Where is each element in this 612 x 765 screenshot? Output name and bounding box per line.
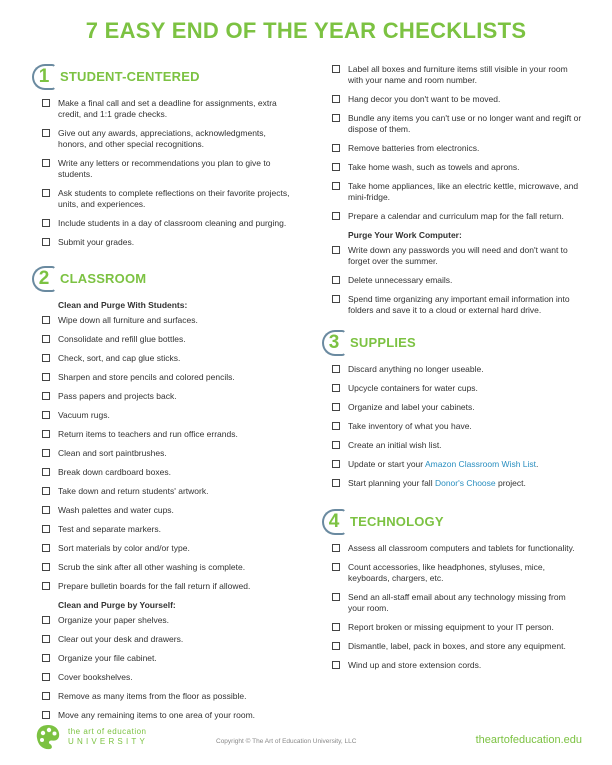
checkbox-icon[interactable] (332, 623, 340, 631)
checkbox-icon[interactable] (332, 365, 340, 373)
checklist-item (32, 410, 294, 421)
checklist-item-text (348, 459, 584, 470)
checklist-classroom-continued (322, 64, 584, 222)
checklist-item (32, 562, 294, 573)
checklist-item (32, 158, 294, 180)
checkbox-icon[interactable] (42, 354, 50, 362)
checklist-item (32, 429, 294, 440)
checklist-item-text: Take home wash, such as towels and aprons. (348, 162, 520, 172)
checkbox-icon[interactable] (42, 449, 50, 457)
checklist-item (32, 543, 294, 554)
checklist-item-text: Include students in a day of classroom cleaning and purging. (58, 218, 287, 228)
checklist-item (322, 592, 584, 614)
checkbox-icon[interactable] (332, 460, 340, 468)
checkbox-icon[interactable] (42, 673, 50, 681)
checklist-item-text: Send an all-staff email about any technology missing from your room. (348, 592, 566, 613)
checklist-item (322, 440, 584, 451)
checklist-item-text: Wind up and store extension cords. (348, 660, 482, 670)
checkbox-icon[interactable] (42, 616, 50, 624)
checklist-item-text: Delete unnecessary emails. (348, 275, 453, 285)
section-title: TECHNOLOGY (350, 514, 444, 529)
copyright-text: Copyright © The Art of Education University, LLC (216, 738, 357, 745)
checkbox-icon[interactable] (42, 582, 50, 590)
checklist-item-text: Hang decor you don't want to be moved. (348, 94, 501, 104)
checklist-item-text: Organize and label your cabinets. (348, 402, 475, 412)
checklist-item (32, 615, 294, 626)
right-column (322, 64, 584, 679)
checkbox-icon[interactable] (332, 182, 340, 190)
checklist-item (32, 505, 294, 516)
checklist-item (32, 691, 294, 702)
section-number: 4 (322, 509, 346, 535)
checklist-item-text: Submit your grades. (58, 237, 135, 247)
checkbox-icon[interactable] (332, 246, 340, 254)
checklist-item-text: Give out any awards, appreciations, acknowledgments, honors, and other special recognitions. (58, 128, 266, 149)
checklist-item-text: Count accessories, like headphones, styluses, mice, keyboards, chargers, etc. (348, 562, 546, 583)
amazon-wish-list-link[interactable]: Amazon Classroom Wish List (425, 459, 537, 469)
checkbox-icon[interactable] (332, 422, 340, 430)
checklist-item (32, 315, 294, 326)
checklist-item (322, 641, 584, 652)
checklist-item-text (348, 478, 584, 489)
checklist-item (32, 353, 294, 364)
checklist-item-text: Ask students to complete reflections on their favorite projects, units, and experiences. (58, 188, 290, 209)
checkbox-icon[interactable] (42, 316, 50, 324)
checkbox-icon[interactable] (42, 692, 50, 700)
checklist-item-text: Check, sort, and cap glue sticks. (58, 353, 181, 363)
checkbox-icon[interactable] (332, 403, 340, 411)
checklist-supplies (322, 364, 584, 451)
checklist-item (32, 653, 294, 664)
checklist-classroom-yourself (32, 615, 294, 721)
checklist-item (322, 660, 584, 671)
logo-text: the art of education (68, 727, 147, 736)
checklist-item (32, 486, 294, 497)
checklist-item-text: Clean and sort paintbrushes. (58, 448, 167, 458)
footer (0, 722, 612, 756)
section-title: STUDENT-CENTERED (60, 69, 200, 84)
section-header-supplies (322, 330, 584, 360)
checklist-item-text: Dismantle, label, pack in boxes, and store any equipment. (348, 641, 566, 651)
checklist-item-text: Scrub the sink after all other washing is complete. (58, 562, 246, 572)
checkbox-icon[interactable] (42, 99, 50, 107)
left-column (32, 64, 294, 729)
checklist-item (32, 467, 294, 478)
section-header-classroom (32, 266, 294, 296)
section-number: 1 (32, 64, 56, 90)
checklist-item (322, 364, 584, 375)
checklist-item (32, 634, 294, 645)
checkbox-icon[interactable] (42, 373, 50, 381)
checklist-item (32, 334, 294, 345)
checkbox-icon[interactable] (42, 189, 50, 197)
checkbox-icon[interactable] (42, 159, 50, 167)
checkbox-icon[interactable] (332, 384, 340, 392)
checklist-item-text: Clear out your desk and drawers. (58, 634, 184, 644)
checklist-item-text: Label all boxes and furniture items still visible in your room with your name and room number. (348, 64, 568, 85)
checklist-item (322, 543, 584, 554)
checklist-item (322, 402, 584, 413)
checklist-item-text: Cover bookshelves. (58, 672, 133, 682)
checkbox-icon[interactable] (42, 635, 50, 643)
checklist-computer (322, 245, 584, 316)
checkbox-icon[interactable] (332, 661, 340, 669)
checklist-item-text: Spend time organizing any important email information into folders and save it to a cloud or external hard drive. (348, 294, 570, 315)
checklist-item (322, 421, 584, 432)
text-part: . (536, 459, 539, 469)
checkbox-icon[interactable] (332, 144, 340, 152)
checklist-item (322, 562, 584, 584)
checklist-item (322, 245, 584, 267)
checklist-item (32, 524, 294, 535)
checkbox-icon[interactable] (42, 392, 50, 400)
checklist-item-text: Take down and return students' artwork. (58, 486, 209, 496)
palette-logo-icon (34, 722, 62, 752)
checkbox-icon[interactable] (332, 563, 340, 571)
checklist-item (322, 478, 584, 489)
checkbox-icon[interactable] (332, 65, 340, 73)
checkbox-icon[interactable] (332, 544, 340, 552)
checklist-item (322, 275, 584, 286)
section-title: CLASSROOM (60, 271, 147, 286)
checkbox-icon[interactable] (42, 506, 50, 514)
checklist-item-text: Remove batteries from electronics. (348, 143, 480, 153)
checklist-item (32, 391, 294, 402)
checklist-item (322, 162, 584, 173)
subheading: Clean and Purge With Students: (58, 300, 188, 310)
checkbox-icon[interactable] (42, 219, 50, 227)
checklist-item (322, 143, 584, 154)
section-title: SUPPLIES (350, 335, 416, 350)
checklist-item (32, 372, 294, 383)
website-link[interactable]: theartofeducation.edu (475, 734, 582, 746)
checkbox-icon[interactable] (42, 411, 50, 419)
text-part: project. (495, 478, 526, 488)
checklist-item-text: Prepare bulletin boards for the fall return if allowed. (58, 581, 251, 591)
checklist-item-text: Upcycle containers for water cups. (348, 383, 478, 393)
checkbox-icon[interactable] (332, 212, 340, 220)
checklist-item-text: Take home appliances, like an electric kettle, microwave, and mini-fridge. (348, 181, 579, 202)
checklist-item (32, 128, 294, 150)
checklist-item (32, 581, 294, 592)
checklist-item-text: Organize your file cabinet. (58, 653, 157, 663)
section-header-student (32, 64, 294, 94)
checklist-item (32, 672, 294, 683)
checkbox-icon[interactable] (332, 163, 340, 171)
checklist-item (32, 218, 294, 229)
checklist-item-text: Return items to teachers and run office errands. (58, 429, 238, 439)
checklist-item-text: Write down any passwords you will need and don't want to forget over the summer. (348, 245, 568, 266)
checkbox-icon[interactable] (42, 238, 50, 246)
checkbox-icon[interactable] (332, 295, 340, 303)
checkbox-icon[interactable] (332, 95, 340, 103)
checkbox-icon[interactable] (332, 479, 340, 487)
checklist-item (32, 448, 294, 459)
checklist-item-text: Break down cardboard boxes. (58, 467, 171, 477)
text-part: Update or start your (348, 459, 426, 469)
checklist-item-text: Test and separate markers. (58, 524, 161, 534)
checkbox-icon[interactable] (332, 642, 340, 650)
checkbox-icon[interactable] (42, 563, 50, 571)
checklist-item-text: Vacuum rugs. (58, 410, 110, 420)
checklist-item-text: Wipe down all furniture and surfaces. (58, 315, 198, 325)
checklist-item (32, 237, 294, 248)
checklist-item-text: Report broken or missing equipment to your IT person. (348, 622, 554, 632)
subheading: Purge Your Work Computer: (348, 230, 462, 240)
checkbox-icon[interactable] (332, 593, 340, 601)
checklist-item-text: Sharpen and store pencils and colored pencils. (58, 372, 235, 382)
checklist-item-text: Sort materials by color and/or type. (58, 543, 190, 553)
logo-subtext: UNIVERSITY (68, 737, 149, 746)
checkbox-icon[interactable] (42, 487, 50, 495)
checklist-item-text: Create an initial wish list. (348, 440, 442, 450)
checklist-item (322, 294, 584, 316)
checklist-item-text: Consolidate and refill glue bottles. (58, 334, 186, 344)
checkbox-icon[interactable] (332, 114, 340, 122)
checklist-item (32, 188, 294, 210)
checklist-student (32, 98, 294, 248)
checklist-item (322, 181, 584, 203)
section-number: 2 (32, 266, 56, 292)
checkbox-icon[interactable] (42, 544, 50, 552)
checkbox-icon[interactable] (42, 335, 50, 343)
checklist-item-text: Pass papers and projects back. (58, 391, 177, 401)
checklist-classroom-students (32, 315, 294, 592)
checklist-item-text: Prepare a calendar and curriculum map for the fall return. (348, 211, 564, 221)
checklist-item (322, 64, 584, 86)
checklist-item-text: Wash palettes and water cups. (58, 505, 174, 515)
checklist-item (322, 622, 584, 633)
checklist-item-text: Bundle any items you can't use or no longer want and regift or dispose of them. (348, 113, 582, 134)
subheading: Clean and Purge by Yourself: (58, 600, 176, 610)
section-number: 3 (322, 330, 346, 356)
checklist-item-text: Take inventory of what you have. (348, 421, 472, 431)
checklist-item-text: Assess all classroom computers and tablets for functionality. (348, 543, 575, 553)
checklist-item-text: Move any remaining items to one area of your room. (58, 710, 256, 720)
checkbox-icon[interactable] (42, 430, 50, 438)
checklist-item (322, 113, 584, 135)
checklist-item-text: Make a final call and set a deadline for assignments, extra credit, and 1:1 grade checks. (58, 98, 277, 119)
checklist-item (322, 383, 584, 394)
page-title: 7 EASY END OF THE YEAR CHECKLISTS (85, 18, 527, 43)
checklist-item (32, 98, 294, 120)
checklist-item-text: Discard anything no longer useable. (348, 364, 484, 374)
checklist-item (32, 710, 294, 721)
text-part: Start planning your fall (348, 478, 435, 488)
checklist-item-text: Write any letters or recommendations you plan to give to students. (58, 158, 271, 179)
checklist-item-text: Organize your paper shelves. (58, 615, 170, 625)
donors-choose-link[interactable]: Donor's Choose (434, 478, 496, 488)
checkbox-icon[interactable] (42, 711, 50, 719)
checkbox-icon[interactable] (42, 468, 50, 476)
checkbox-icon[interactable] (332, 441, 340, 449)
checkbox-icon[interactable] (42, 525, 50, 533)
checklist-technology (322, 543, 584, 671)
checkbox-icon[interactable] (42, 654, 50, 662)
checklist-item (322, 94, 584, 105)
checklist-item-text: Remove as many items from the floor as possible. (58, 691, 247, 701)
checklist-item (322, 459, 584, 470)
checkbox-icon[interactable] (42, 129, 50, 137)
checkbox-icon[interactable] (332, 276, 340, 284)
checklist-item (322, 211, 584, 222)
section-header-technology (322, 509, 584, 539)
